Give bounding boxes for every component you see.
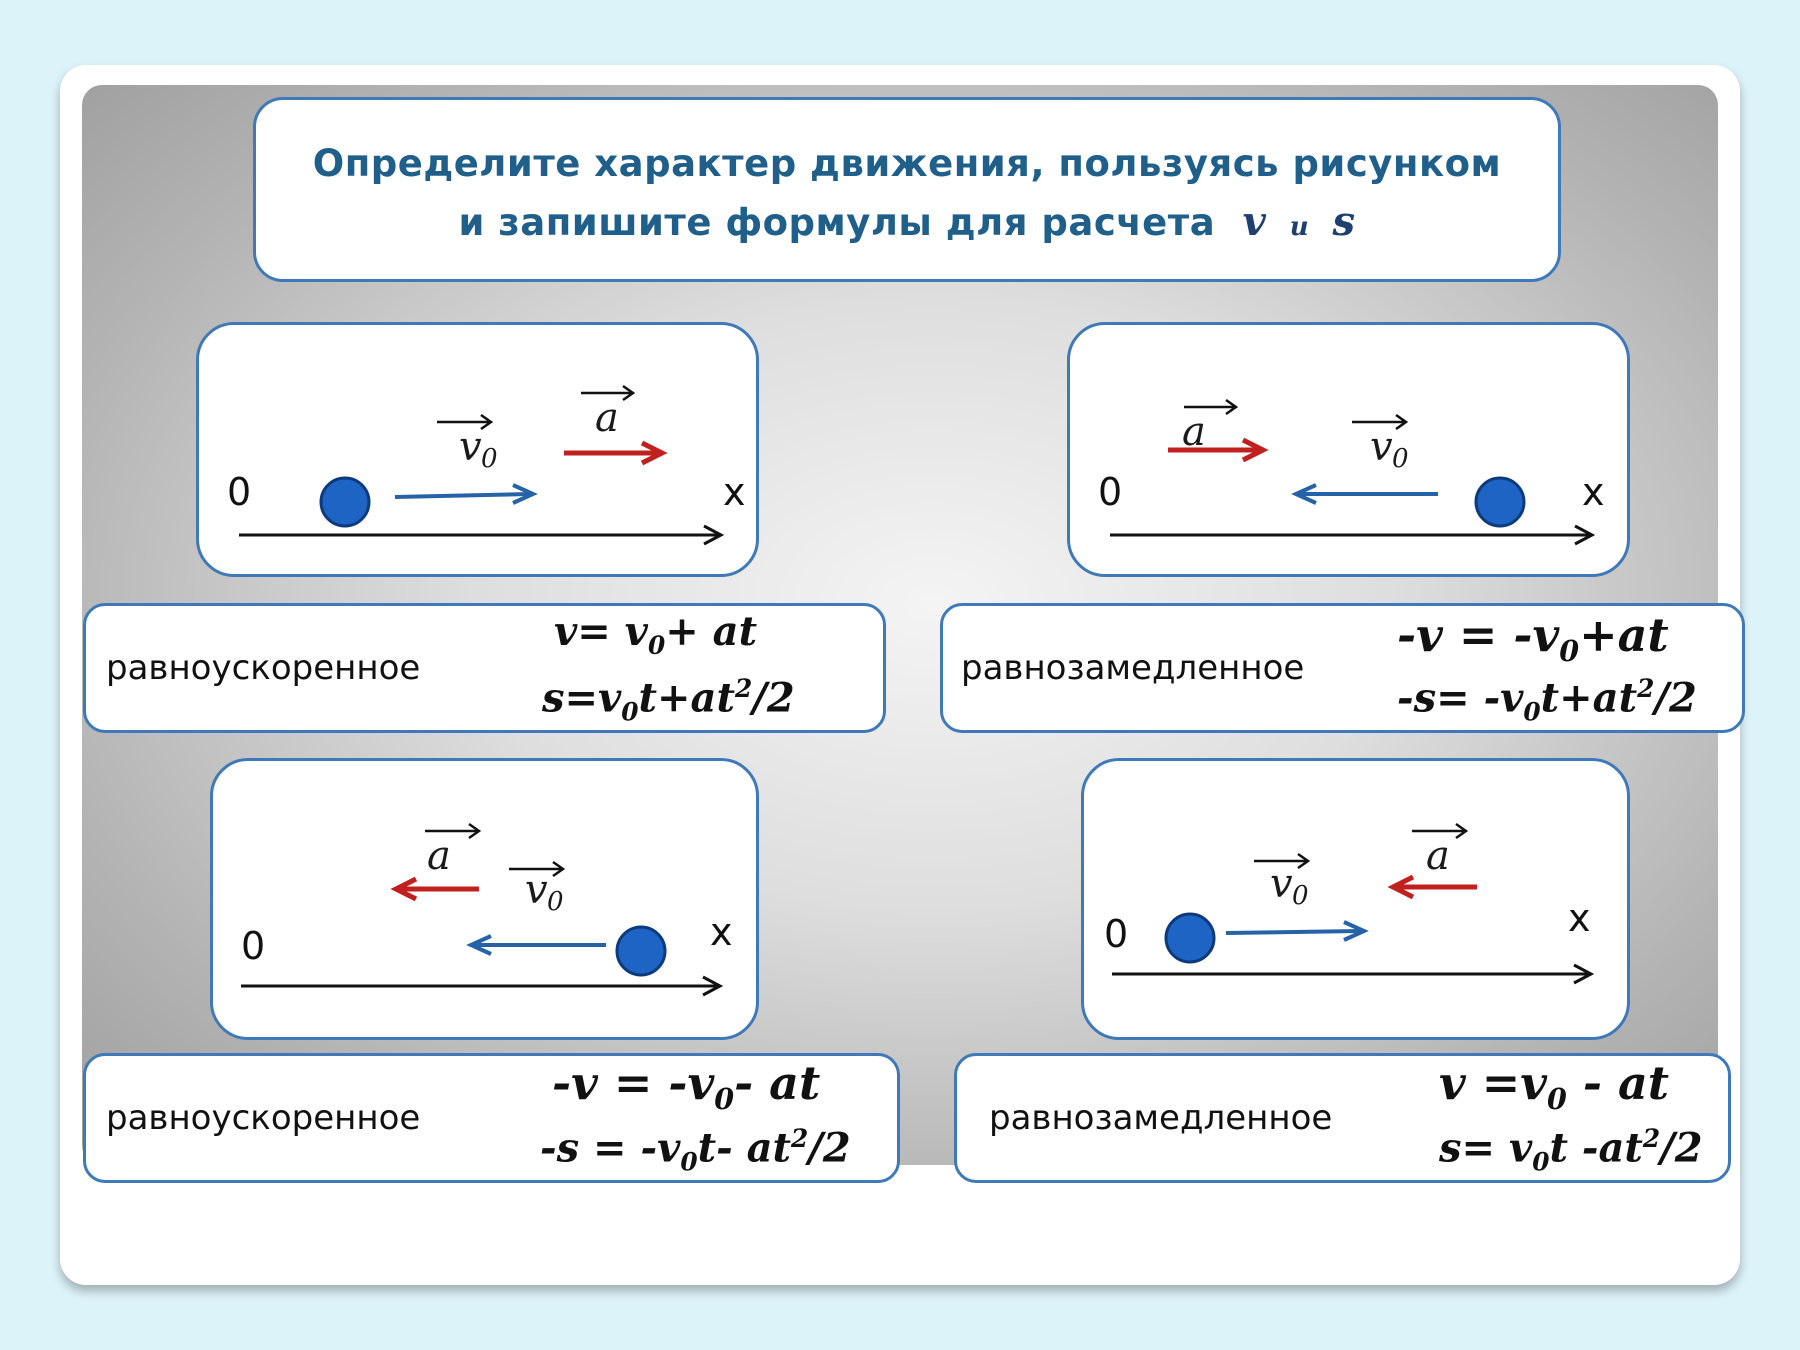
ball [321,478,369,526]
displacement-formula [542,674,795,726]
formula-part: t- at [697,1124,792,1172]
ball [1476,478,1524,526]
formula-part: /2 [752,674,795,722]
formula-part: t -at [1549,1124,1643,1172]
title-line-1: Определите характер движения, пользуясь рисунком [312,142,1502,185]
formula-superscript: 2 [1642,1124,1661,1153]
origin-label: 0 [241,924,266,968]
formula-part: s=v [542,674,622,722]
formula-part: t+at [638,674,735,722]
axis-x-label: x [723,470,746,514]
formula-superscript: 2 [791,1124,809,1153]
motion-type-label: равноускоренное [106,648,421,688]
formula-part: - at [734,1056,821,1110]
formula-part: - at [1566,1056,1670,1110]
formula-part: -v = -v [1397,608,1560,662]
title-line-2 [256,198,1558,245]
axis-x-label: x [1582,470,1605,514]
ball [617,927,665,975]
formula-part: /2 [1660,1124,1703,1172]
title-var-v: v [1242,198,1267,245]
formula-box-1 [83,603,886,733]
motion-type-label: равнозамедленное [961,648,1305,688]
formula-part: /2 [808,1124,851,1172]
diagram-box-4 [1081,758,1630,1040]
velocity-label: v [525,867,548,913]
origin-label: 0 [1104,912,1129,956]
displacement-formula [1439,1124,1703,1176]
formula-superscript: 2 [734,674,753,703]
ball [1166,914,1214,962]
title-line-2-text: и запишите формулы для расчета [458,201,1216,244]
diagram-4-svg [1084,761,1633,1043]
displacement-formula [1397,674,1697,726]
formula-subscript: 0 [647,631,666,660]
formula-subscript: 0 [1547,1082,1567,1117]
formula-subscript: 0 [680,1147,698,1177]
diagram-1-svg [199,325,762,580]
velocity-formula [1439,1056,1669,1116]
formula-subscript: 0 [714,1082,735,1117]
velocity-formula [554,608,757,660]
formula-subscript: 0 [1559,634,1580,669]
velocity-label-sub: 0 [481,444,498,474]
axis-x-label: x [1568,896,1591,940]
motion-type-label: равноускоренное [106,1098,421,1138]
acceleration-label: a [595,395,619,441]
formula-subscript: 0 [1523,697,1541,727]
acceleration-label: a [427,833,451,879]
formula-part: -v = -v [552,1056,715,1110]
velocity-label: v [1270,861,1293,907]
velocity-formula [1397,608,1669,668]
velocity-label: v [1370,424,1393,470]
formula-box-3 [83,1053,900,1183]
title-conj: и [1289,212,1310,242]
formula-box-4 [954,1053,1731,1183]
axis-x-label: x [710,910,733,954]
velocity-label-sub: 0 [1392,444,1409,474]
velocity-arrow [1226,931,1360,933]
motion-type-label: равнозамедленное [989,1098,1333,1138]
velocity-label: v [459,424,482,470]
velocity-label-sub: 0 [547,887,564,917]
velocity-label-sub: 0 [1292,881,1309,911]
origin-label: 0 [227,470,252,514]
origin-label: 0 [1098,470,1123,514]
formula-superscript: 2 [1637,674,1655,703]
title-var-s: s [1332,198,1356,245]
acceleration-label: a [1426,833,1450,879]
formula-part: /2 [1654,674,1697,722]
formula-subscript: 0 [621,697,639,727]
velocity-formula [552,1056,820,1116]
diagram-box-2 [1067,322,1630,577]
formula-part: v =v [1439,1056,1548,1110]
formula-part: + at [665,608,758,655]
formula-part: v= v [554,608,648,655]
diagram-3-svg [213,761,762,1043]
diagram-2-svg [1070,325,1633,580]
formula-box-2 [940,603,1745,733]
acceleration-label: a [1182,409,1206,455]
formula-part: t+at [1540,674,1638,722]
formula-part: s= v [1439,1124,1533,1172]
formula-part: +at [1579,608,1669,662]
displacement-formula [540,1124,851,1176]
diagram-box-1 [196,322,759,577]
diagram-box-3 [210,758,759,1040]
velocity-arrow [395,494,529,497]
formula-part: -s= -v [1397,674,1524,722]
formula-part: -s = -v [540,1124,681,1172]
title-box [253,97,1561,282]
formula-subscript: 0 [1532,1147,1550,1177]
